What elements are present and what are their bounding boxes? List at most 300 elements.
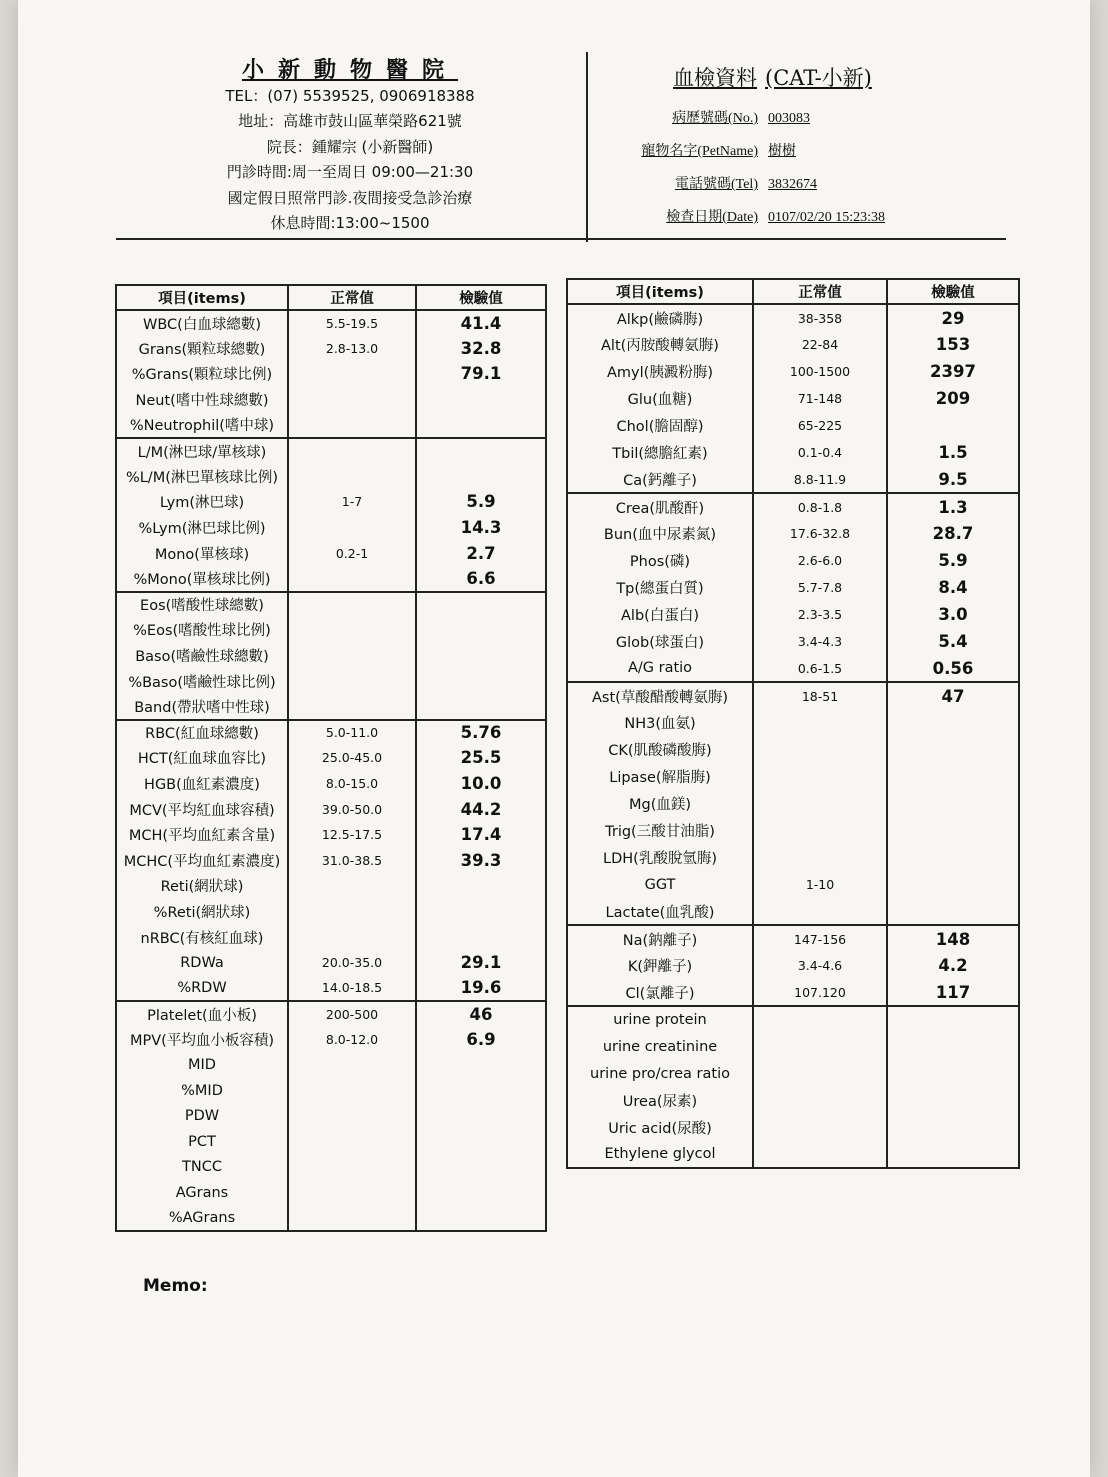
- normal-range: 31.0-38.5: [288, 847, 416, 873]
- item-name: Amyl(胰澱粉脢): [567, 358, 753, 385]
- table-row: [567, 1114, 1019, 1141]
- normal-range: [288, 873, 416, 899]
- normal-range: [288, 412, 416, 438]
- normal-range: 2.8-13.0: [288, 336, 416, 362]
- normal-range: [288, 643, 416, 669]
- result-value: 153: [887, 331, 1019, 358]
- item-name: MID: [116, 1052, 288, 1078]
- item-name: Grans(顆粒球總數): [116, 336, 288, 362]
- table-row: [567, 736, 1019, 763]
- item-name: Phos(磷): [567, 547, 753, 574]
- result-value: [887, 736, 1019, 763]
- item-name: Tp(總蛋白質): [567, 574, 753, 601]
- result-value: [887, 817, 1019, 844]
- item-name: RDWa: [116, 950, 288, 976]
- item-name: %Grans(顆粒球比例): [116, 361, 288, 387]
- normal-range: 20.0-35.0: [288, 950, 416, 976]
- result-value: 46: [416, 1001, 546, 1027]
- item-name: Band(帶狀嗜中性球): [116, 694, 288, 720]
- normal-range: [753, 763, 887, 790]
- record-field-value: 003083: [768, 111, 810, 126]
- result-value: [416, 1078, 546, 1104]
- item-name: Lym(淋巴球): [116, 489, 288, 515]
- result-value: 209: [887, 385, 1019, 412]
- item-name: Baso(嗜鹼性球總數): [116, 643, 288, 669]
- result-value: 32.8: [416, 336, 546, 362]
- record-title: 血檢資料 (CAT-小新): [673, 66, 872, 90]
- table-row: [116, 668, 546, 694]
- result-value: [887, 412, 1019, 439]
- table-row: [567, 871, 1019, 898]
- item-name: urine pro/crea ratio: [567, 1060, 753, 1087]
- header-item: 項目(items): [567, 279, 753, 304]
- item-name: Mono(單核球): [116, 540, 288, 566]
- result-value: [416, 592, 546, 618]
- table-row: [116, 847, 546, 873]
- normal-range: [753, 1033, 887, 1060]
- result-value: [416, 643, 546, 669]
- normal-range: [753, 1006, 887, 1033]
- table-row: [567, 925, 1019, 952]
- table-row: [116, 438, 546, 464]
- table-row: [567, 1087, 1019, 1114]
- table-row: [567, 682, 1019, 709]
- normal-range: 17.6-32.8: [753, 520, 887, 547]
- normal-range: [288, 438, 416, 464]
- table-row: [116, 336, 546, 362]
- result-value: [416, 668, 546, 694]
- table-row: [116, 361, 546, 387]
- table-row: [567, 979, 1019, 1006]
- result-value: 17.4: [416, 822, 546, 848]
- table-row: [116, 1155, 546, 1181]
- item-name: LDH(乳酸脫氫脢): [567, 844, 753, 871]
- record-field-label: 病歷號碼(No.): [672, 111, 758, 126]
- table-row: [567, 1006, 1019, 1033]
- result-value: [887, 898, 1019, 925]
- result-value: [416, 694, 546, 720]
- item-name: Alt(丙胺酸轉氨脢): [567, 331, 753, 358]
- table-row: [116, 873, 546, 899]
- result-value: 2397: [887, 358, 1019, 385]
- normal-range: [753, 817, 887, 844]
- normal-range: 8.0-15.0: [288, 771, 416, 797]
- result-value: 39.3: [416, 847, 546, 873]
- table-row: [567, 466, 1019, 493]
- normal-range: 38-358: [753, 304, 887, 331]
- table-row: [116, 1078, 546, 1104]
- table-row: [116, 1206, 546, 1232]
- result-value: [416, 438, 546, 464]
- table-row: [567, 412, 1019, 439]
- record-field-label: 檢查日期(Date): [666, 210, 758, 225]
- normal-range: [753, 709, 887, 736]
- table-row: [116, 1027, 546, 1053]
- normal-range: 3.4-4.3: [753, 628, 887, 655]
- item-name: %Eos(嗜酸性球比例): [116, 617, 288, 643]
- item-name: %AGrans: [116, 1206, 288, 1232]
- table-row: [116, 643, 546, 669]
- table-row: [116, 412, 546, 438]
- item-name: %Reti(網狀球): [116, 899, 288, 925]
- result-value: [887, 763, 1019, 790]
- table-row: [116, 617, 546, 643]
- table-row: [567, 790, 1019, 817]
- item-name: Eos(嗜酸性球總數): [116, 592, 288, 618]
- result-value: [887, 790, 1019, 817]
- item-name: Trig(三酸甘油脂): [567, 817, 753, 844]
- normal-range: 65-225: [753, 412, 887, 439]
- item-name: %Lym(淋巴球比例): [116, 515, 288, 541]
- item-name: Ca(鈣離子): [567, 466, 753, 493]
- item-name: HCT(紅血球血容比): [116, 745, 288, 771]
- result-value: 3.0: [887, 601, 1019, 628]
- table-row: [116, 310, 546, 336]
- table-row: [567, 520, 1019, 547]
- normal-range: [288, 1206, 416, 1232]
- result-value: [416, 899, 546, 925]
- normal-range: [288, 1129, 416, 1155]
- clinic-hours: 門診時間:周一至周日 09:00—21:30: [226, 163, 474, 181]
- record-field-label: 電話號碼(Tel): [674, 177, 758, 192]
- result-value: 25.5: [416, 745, 546, 771]
- hematology-table: [115, 284, 547, 1232]
- table-row: [567, 952, 1019, 979]
- item-name: AGrans: [116, 1180, 288, 1206]
- normal-range: [288, 592, 416, 618]
- table-row: [116, 387, 546, 413]
- result-value: 44.2: [416, 796, 546, 822]
- result-value: [887, 1006, 1019, 1033]
- normal-range: [288, 1052, 416, 1078]
- normal-range: 0.6-1.5: [753, 655, 887, 682]
- result-value: [416, 1052, 546, 1078]
- item-name: Alb(白蛋白): [567, 601, 753, 628]
- result-value: 79.1: [416, 361, 546, 387]
- item-name: nRBC(有核紅血球): [116, 924, 288, 950]
- result-value: 5.9: [416, 489, 546, 515]
- table-row: [567, 385, 1019, 412]
- header-result: 檢驗值: [887, 279, 1019, 304]
- record-field-value: 0107/02/20 15:23:38: [768, 210, 886, 225]
- clinic-info: [110, 58, 590, 237]
- normal-range: 0.2-1: [288, 540, 416, 566]
- clinic-tel: TEL：(07) 5539525, 0906918388: [225, 86, 475, 105]
- table-row: [116, 1001, 546, 1027]
- item-name: MPV(平均血小板容積): [116, 1027, 288, 1053]
- table-row: [116, 822, 546, 848]
- table-row: [116, 720, 546, 746]
- normal-range: [753, 1060, 887, 1087]
- result-value: 1.3: [887, 493, 1019, 520]
- item-name: MCH(平均血紅素含量): [116, 822, 288, 848]
- memo-label: Memo:: [143, 1276, 208, 1296]
- normal-range: 1-7: [288, 489, 416, 515]
- table-row: [116, 566, 546, 592]
- normal-range: 200-500: [288, 1001, 416, 1027]
- item-name: Crea(肌酸酐): [567, 493, 753, 520]
- item-name: MCHC(平均血紅素濃度): [116, 847, 288, 873]
- item-name: %Neutrophil(嗜中球): [116, 412, 288, 438]
- normal-range: 5.5-19.5: [288, 310, 416, 336]
- table-row: [567, 304, 1019, 331]
- item-name: L/M(淋巴球/單核球): [116, 438, 288, 464]
- item-name: Cl(氯離子): [567, 979, 753, 1006]
- item-name: Reti(網狀球): [116, 873, 288, 899]
- result-value: 5.4: [887, 628, 1019, 655]
- item-name: Mg(血鎂): [567, 790, 753, 817]
- record-field-value: 樹樹: [768, 144, 796, 159]
- table-row: [116, 694, 546, 720]
- result-value: 5.76: [416, 720, 546, 746]
- record-info: [618, 62, 885, 234]
- table-row: [567, 763, 1019, 790]
- item-name: HGB(血紅素濃度): [116, 771, 288, 797]
- normal-range: [288, 694, 416, 720]
- normal-range: 107.120: [753, 979, 887, 1006]
- normal-range: [753, 898, 887, 925]
- result-value: 29: [887, 304, 1019, 331]
- table-row: [567, 331, 1019, 358]
- normal-range: 0.8-1.8: [753, 493, 887, 520]
- table-row: [567, 439, 1019, 466]
- normal-range: [288, 1180, 416, 1206]
- item-name: TNCC: [116, 1155, 288, 1181]
- table-row: [116, 489, 546, 515]
- record-field: [618, 102, 885, 135]
- item-name: RBC(紅血球總數): [116, 720, 288, 746]
- normal-range: 0.1-0.4: [753, 439, 887, 466]
- item-name: %Baso(嗜鹼性球比例): [116, 668, 288, 694]
- table-row: [116, 796, 546, 822]
- normal-range: [288, 924, 416, 950]
- clinic-rest: 休息時間:13:00~1500: [270, 214, 430, 232]
- item-name: Chol(膽固醇): [567, 412, 753, 439]
- normal-range: 147-156: [753, 925, 887, 952]
- result-value: 0.56: [887, 655, 1019, 682]
- clinic-name: 小新動物醫院: [241, 57, 458, 83]
- result-value: 2.7: [416, 540, 546, 566]
- normal-range: 5.0-11.0: [288, 720, 416, 746]
- result-value: 28.7: [887, 520, 1019, 547]
- table-row: [116, 924, 546, 950]
- normal-range: 39.0-50.0: [288, 796, 416, 822]
- result-value: 10.0: [416, 771, 546, 797]
- table-row: [567, 574, 1019, 601]
- header-rule: [116, 238, 1006, 240]
- item-name: Neut(嗜中性球總數): [116, 387, 288, 413]
- result-value: [887, 1060, 1019, 1087]
- result-value: 1.5: [887, 439, 1019, 466]
- report-paper: [18, 0, 1090, 1477]
- item-name: MCV(平均紅血球容積): [116, 796, 288, 822]
- item-name: urine protein: [567, 1006, 753, 1033]
- table-row: [567, 547, 1019, 574]
- normal-range: [288, 899, 416, 925]
- table-row: [116, 1129, 546, 1155]
- result-value: 5.9: [887, 547, 1019, 574]
- normal-range: 25.0-45.0: [288, 745, 416, 771]
- normal-range: 2.3-3.5: [753, 601, 887, 628]
- item-name: Bun(血中尿素氮): [567, 520, 753, 547]
- table-row: [567, 898, 1019, 925]
- table-row: [116, 1103, 546, 1129]
- normal-range: [288, 361, 416, 387]
- normal-range: 5.7-7.8: [753, 574, 887, 601]
- table-row: [567, 1033, 1019, 1060]
- item-name: Tbil(總膽紅素): [567, 439, 753, 466]
- normal-range: [753, 1114, 887, 1141]
- item-name: CK(肌酸磷酸脢): [567, 736, 753, 763]
- table-row: [567, 601, 1019, 628]
- item-name: Lipase(解脂脢): [567, 763, 753, 790]
- item-name: Alkp(鹼磷脢): [567, 304, 753, 331]
- result-value: [416, 387, 546, 413]
- normal-range: [288, 515, 416, 541]
- table-row: [116, 464, 546, 490]
- normal-range: 8.8-11.9: [753, 466, 887, 493]
- result-value: [416, 924, 546, 950]
- item-name: Ethylene glycol: [567, 1141, 753, 1168]
- table-row: [116, 745, 546, 771]
- table-row: [567, 655, 1019, 682]
- item-name: Ast(草酸醋酸轉氨脢): [567, 682, 753, 709]
- result-value: [416, 873, 546, 899]
- result-value: [416, 1155, 546, 1181]
- normal-range: 22-84: [753, 331, 887, 358]
- result-value: [416, 1206, 546, 1232]
- item-name: %MID: [116, 1078, 288, 1104]
- item-name: WBC(白血球總數): [116, 310, 288, 336]
- result-value: [887, 1087, 1019, 1114]
- normal-range: 100-1500: [753, 358, 887, 385]
- result-value: [887, 709, 1019, 736]
- result-value: 117: [887, 979, 1019, 1006]
- table-row: [567, 628, 1019, 655]
- header-normal: 正常值: [753, 279, 887, 304]
- table-row: [567, 844, 1019, 871]
- clinic-address: 地址：高雄市鼓山區華榮路621號: [238, 112, 462, 130]
- normal-range: [288, 617, 416, 643]
- result-value: [887, 1033, 1019, 1060]
- result-value: [887, 1114, 1019, 1141]
- result-value: 6.9: [416, 1027, 546, 1053]
- result-value: 29.1: [416, 950, 546, 976]
- result-value: 9.5: [887, 466, 1019, 493]
- item-name: %Mono(單核球比例): [116, 566, 288, 592]
- item-name: Uric acid(尿酸): [567, 1114, 753, 1141]
- table-row: [567, 817, 1019, 844]
- normal-range: [753, 1141, 887, 1168]
- item-name: Na(鈉離子): [567, 925, 753, 952]
- table-row: [116, 899, 546, 925]
- table-row: [116, 950, 546, 976]
- record-field-value: 3832674: [768, 177, 817, 192]
- chemistry-table: [566, 278, 1020, 1169]
- table-row: [116, 1180, 546, 1206]
- result-value: [416, 1129, 546, 1155]
- normal-range: [753, 844, 887, 871]
- normal-range: 12.5-17.5: [288, 822, 416, 848]
- result-value: 8.4: [887, 574, 1019, 601]
- header-divider: [586, 52, 588, 242]
- header-normal: 正常值: [288, 285, 416, 310]
- normal-range: 8.0-12.0: [288, 1027, 416, 1053]
- table-row: [567, 1060, 1019, 1087]
- item-name: NH3(血氨): [567, 709, 753, 736]
- result-value: 148: [887, 925, 1019, 952]
- normal-range: [288, 668, 416, 694]
- record-field-label: 寵物名字(PetName): [641, 144, 758, 159]
- item-name: Glob(球蛋白): [567, 628, 753, 655]
- normal-range: [753, 1087, 887, 1114]
- item-name: urine creatinine: [567, 1033, 753, 1060]
- normal-range: [753, 790, 887, 817]
- result-value: [416, 1180, 546, 1206]
- result-value: 14.3: [416, 515, 546, 541]
- result-value: [416, 464, 546, 490]
- normal-range: 1-10: [753, 871, 887, 898]
- normal-range: [288, 1103, 416, 1129]
- table-row: [567, 358, 1019, 385]
- normal-range: [288, 1078, 416, 1104]
- result-value: 6.6: [416, 566, 546, 592]
- normal-range: [288, 566, 416, 592]
- table-row: [116, 592, 546, 618]
- item-name: A/G ratio: [567, 655, 753, 682]
- table-row: [116, 515, 546, 541]
- result-value: [416, 1103, 546, 1129]
- normal-range: 71-148: [753, 385, 887, 412]
- item-name: Urea(尿素): [567, 1087, 753, 1114]
- item-name: PDW: [116, 1103, 288, 1129]
- item-name: PCT: [116, 1129, 288, 1155]
- result-value: [887, 1141, 1019, 1168]
- normal-range: 14.0-18.5: [288, 975, 416, 1001]
- record-field: [618, 201, 885, 234]
- item-name: GGT: [567, 871, 753, 898]
- normal-range: [288, 387, 416, 413]
- normal-range: 18-51: [753, 682, 887, 709]
- item-name: Platelet(血小板): [116, 1001, 288, 1027]
- item-name: Lactate(血乳酸): [567, 898, 753, 925]
- table-row: [567, 493, 1019, 520]
- record-field: [618, 135, 885, 168]
- table-row: [116, 771, 546, 797]
- result-value: [887, 844, 1019, 871]
- normal-range: 2.6-6.0: [753, 547, 887, 574]
- item-name: K(鉀離子): [567, 952, 753, 979]
- normal-range: [753, 736, 887, 763]
- result-value: [416, 617, 546, 643]
- normal-range: [288, 464, 416, 490]
- table-row: [567, 709, 1019, 736]
- result-value: 19.6: [416, 975, 546, 1001]
- item-name: %RDW: [116, 975, 288, 1001]
- table-row: [567, 1141, 1019, 1168]
- result-value: 41.4: [416, 310, 546, 336]
- result-value: [416, 412, 546, 438]
- header-item: 項目(items): [116, 285, 288, 310]
- header-result: 檢驗值: [416, 285, 546, 310]
- normal-range: 3.4-4.6: [753, 952, 887, 979]
- record-field: [618, 168, 885, 201]
- clinic-director: 院長：鍾耀宗 (小新醫師): [266, 137, 434, 156]
- result-value: [887, 871, 1019, 898]
- item-name: %L/M(淋巴單核球比例): [116, 464, 288, 490]
- table-row: [116, 1052, 546, 1078]
- table-row: [116, 540, 546, 566]
